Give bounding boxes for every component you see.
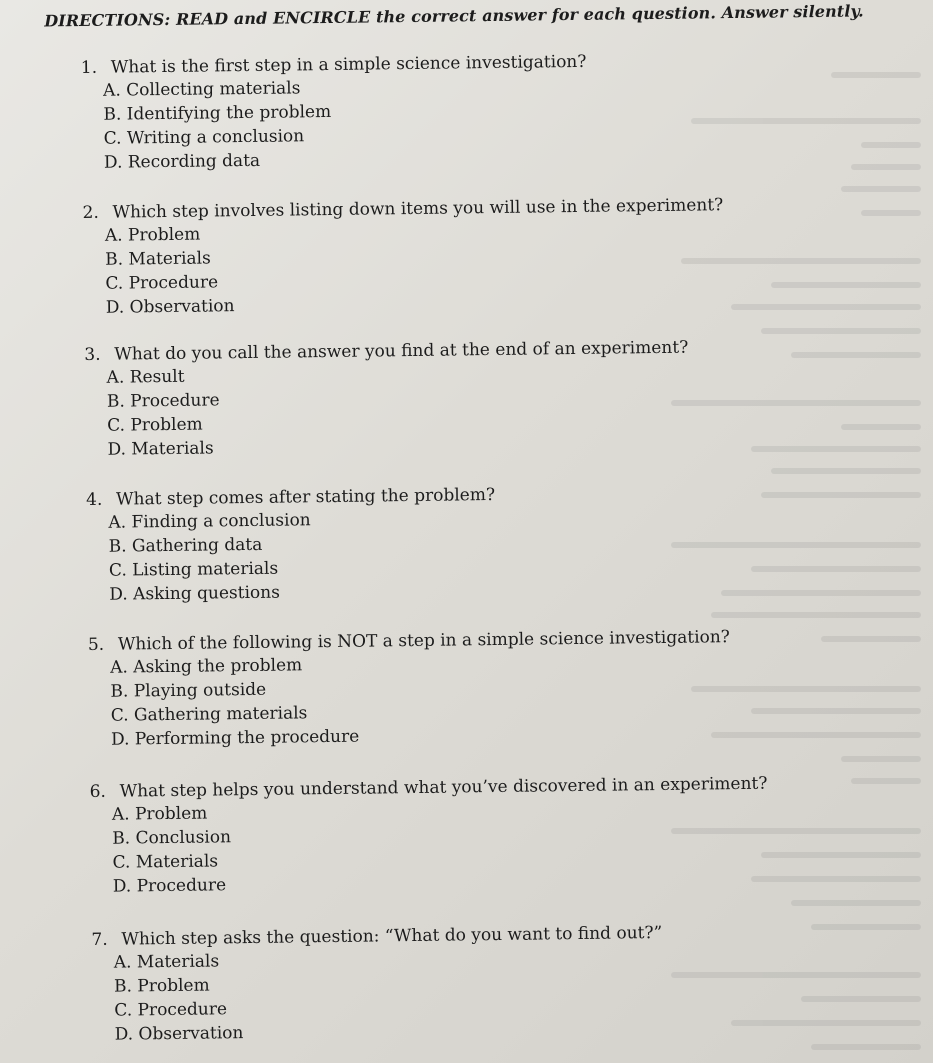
option-d[interactable]: D. Observation (114, 1023, 244, 1045)
option-b[interactable]: B. Gathering data (108, 534, 263, 557)
question-text: Which step asks the question: “What do you want to find out?” (121, 922, 663, 950)
option-c[interactable]: C. Listing materials (108, 558, 279, 581)
option-a[interactable]: A. Problem (104, 224, 201, 246)
option-d[interactable]: D. Asking questions (109, 582, 280, 605)
answer-options (92, 941, 873, 1047)
question-4 (86, 479, 867, 607)
question-number: 6. (89, 781, 107, 802)
answer-options (86, 501, 867, 607)
option-b[interactable]: B. Materials (105, 248, 211, 270)
option-c[interactable]: C. Gathering materials (110, 703, 308, 726)
option-c[interactable]: C. Problem (107, 414, 203, 436)
option-a[interactable]: A. Problem (111, 803, 208, 825)
option-c[interactable]: C. Writing a conclusion (103, 126, 305, 149)
option-d[interactable]: D. Performing the procedure (110, 726, 360, 750)
option-c[interactable]: C. Procedure (114, 999, 228, 1021)
answer-options (81, 69, 862, 175)
answer-options (88, 646, 869, 752)
question-3 (84, 334, 865, 462)
option-d[interactable]: D. Procedure (112, 875, 227, 897)
question-6 (90, 771, 871, 899)
question-2 (82, 192, 863, 320)
question-5 (88, 624, 869, 752)
option-d[interactable]: D. Recording data (103, 150, 261, 173)
question-number: 7. (91, 929, 108, 950)
question-text: What do you call the answer you find at the end of an experiment? (114, 337, 689, 365)
option-a[interactable]: A. Finding a conclusion (108, 510, 311, 533)
option-d[interactable]: D. Observation (105, 296, 235, 318)
question-1 (81, 47, 862, 175)
option-a[interactable]: A. Asking the problem (110, 655, 303, 678)
option-a[interactable]: A. Result (106, 366, 185, 388)
question-text: Which step involves listing down items you will use in the experiment? (112, 195, 724, 223)
option-b[interactable]: B. Playing outside (110, 679, 267, 702)
answer-options (90, 793, 871, 899)
question-number: 4. (85, 489, 103, 510)
option-c[interactable]: C. Procedure (105, 272, 219, 294)
directions-text: DIRECTIONS: READ and ENCIRCLE the correct answer for each question. Answer silently. (44, 1, 864, 31)
option-b[interactable]: B. Problem (113, 975, 210, 997)
question-text: What step helps you understand what you’ve discovered in an experiment? (119, 773, 768, 802)
option-b[interactable]: B. Procedure (106, 390, 220, 412)
question-text: Which of the following is NOT a step in a simple science investigation? (117, 627, 730, 655)
question-7 (91, 919, 872, 1047)
question-number: 2. (82, 202, 99, 224)
option-b[interactable]: B. Conclusion (112, 827, 232, 849)
option-a[interactable]: A. Collecting materials (102, 78, 301, 101)
option-b[interactable]: B. Identifying the problem (103, 101, 332, 125)
option-c[interactable]: C. Materials (112, 851, 219, 873)
question-number: 1. (80, 57, 98, 79)
option-d[interactable]: D. Materials (107, 438, 214, 460)
question-text: What step comes after stating the problem? (115, 484, 496, 510)
answer-options (83, 214, 864, 320)
question-number: 3. (84, 344, 101, 365)
question-number: 5. (87, 634, 105, 655)
answer-options (84, 356, 865, 462)
option-a[interactable]: A. Materials (113, 951, 220, 973)
question-text: What is the first step in a simple science investigation? (110, 51, 587, 78)
